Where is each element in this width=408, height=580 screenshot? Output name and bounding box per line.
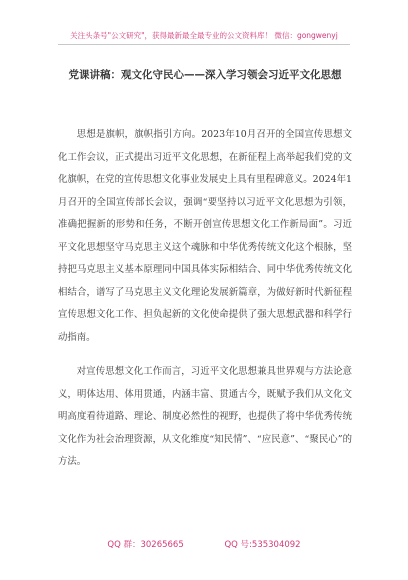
body-paragraph: 思想是旗帜，旗帜指引方向。2023年10月召开的全国宣传思想文化工作会议，正式提出习近平文化思想，在新征程上高举起我们党的文化旗帜，在党的宣传思想文化事业发展史上具有里程碑意义。2024年1月召开的全国宣传部长会议，强调“要坚持以习近平文化思想为引领，准确把握新的形势和任务，不断开创宣传思想文化工作新局面”。习近平文化思想坚守马克思主义这个魂脉和中华优秀传统文化这个根脉，坚持把马克思主义基本原理同中国具体实际相结合、同中华优秀传统文化相结合，谱写了马克思主义文化理论发展新篇章，为做好新时代新征程宣传思想文化工作、担负起新的文化使命提供了强大思想武器和科学行动指南。 xyxy=(58,129,352,343)
qq-group-number: QQ 群：30265665 xyxy=(107,540,184,550)
header-divider xyxy=(58,44,350,45)
header-promo-banner: 关注头条号"公文研究"，获得最新最全最专业的公文资料库！ 微信：gongwenyj xyxy=(70,31,338,40)
document-title: 党课讲稿：观文化守民心——深入学习领会习近平文化思想 xyxy=(68,69,342,81)
qq-account-number: QQ 号:535304092 xyxy=(224,540,301,550)
document-body xyxy=(58,124,352,474)
footer-contacts xyxy=(0,538,408,550)
body-paragraph: 对宣传思想文化工作而言，习近平文化思想兼具世界观与方法论意义，明体达用、体用贯通，内涵丰富、贯通古今，既赋予我们从文化文明高度看待道路、理论、制度必然性的视野，也提供了将中华优秀传统文化作为社会治理资源，从文化维度“知民情”、“应民意”、“聚民心”的方法。 xyxy=(58,366,352,467)
